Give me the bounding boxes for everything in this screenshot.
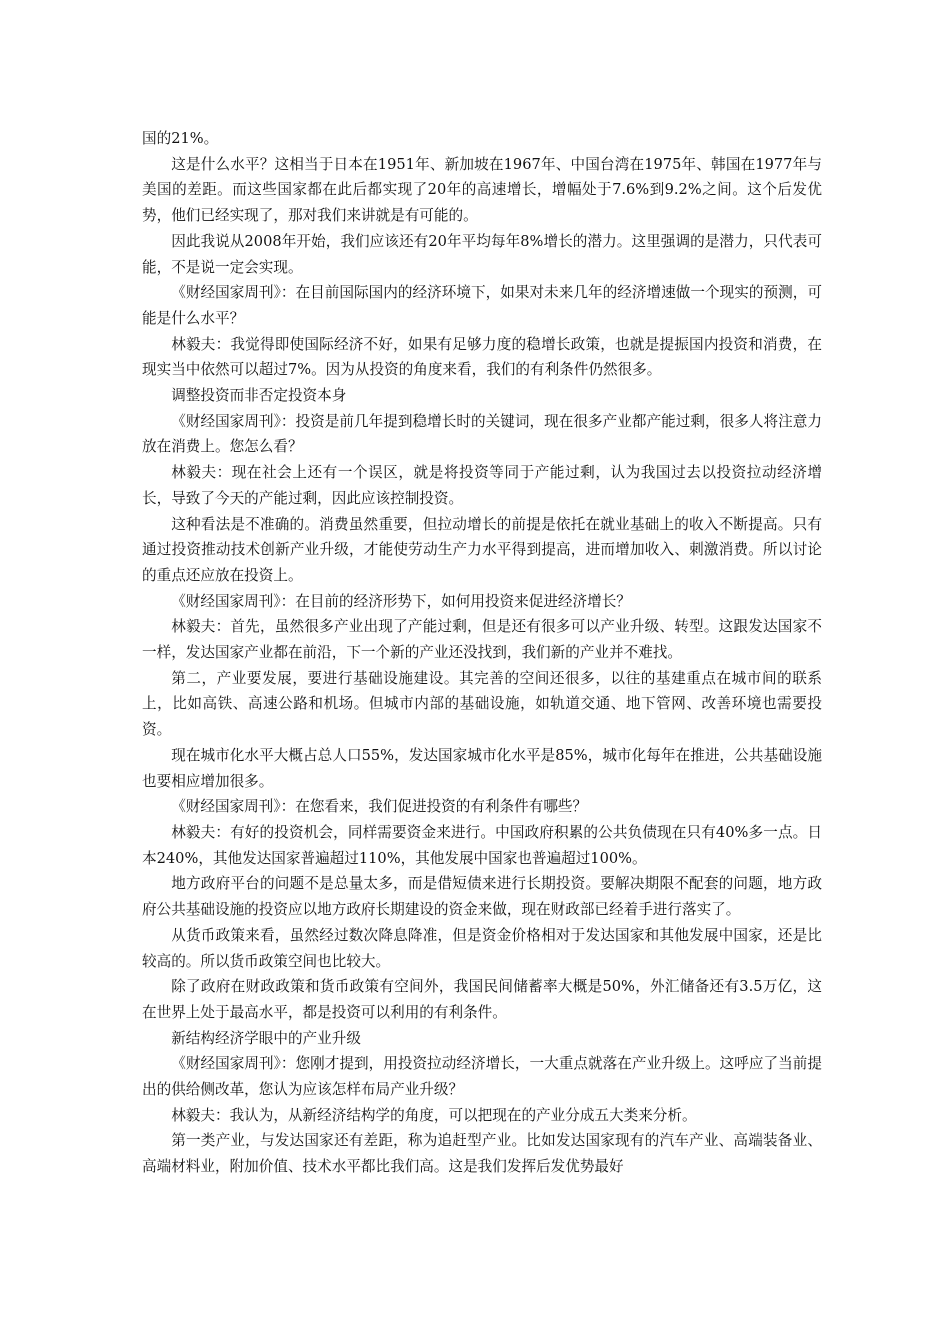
- paragraph: 林毅夫：我觉得即使国际经济不好，如果有足够力度的稳增长政策，也就是提振国内投资和消费，在现实当中依然可以超过7%。因为从投资的角度来看，我们的有利条件仍然很多。: [142, 335, 822, 379]
- section-heading: 新结构经济学眼中的产业升级: [171, 1029, 361, 1047]
- paragraph: 这是什么水平？这相当于日本在1951年、新加坡在1967年、中国台湾在1975年、韩国在1977年与美国的差距。而这些国家都在此后都实现了20年的高速增长，增幅处于7.6%到9.2%之间。这个后发优势，他们已经实现了，那对我们来讲就是有可能的。: [142, 155, 822, 225]
- paragraph: 因此我说从2008年开始，我们应该还有20年平均每年8%增长的潜力。这里强调的是潜力，只代表可能，不是说一定会实现。: [142, 232, 822, 276]
- paragraph: 林毅夫：有好的投资机会，同样需要资金来进行。中国政府积累的公共负债现在只有40%多一点。日本240%，其他发达国家普遍超过110%，其他发展中国家也普遍超过100%。: [142, 823, 822, 867]
- paragraph: 第一类产业，与发达国家还有差距，称为追赶型产业。比如发达国家现有的汽车产业、高端装备业、高端材料业，附加价值、技术水平都比我们高。这是我们发挥后发优势最好: [142, 1132, 822, 1176]
- paragraph: 地方政府平台的问题不是总量太多，而是借短债来进行长期投资。要解决期限不配套的问题，地方政府公共基础设施的投资应以地方政府长期建设的资金来做，现在财政部已经着手进行落实了。: [142, 875, 822, 919]
- section-heading: 调整投资而非否定投资本身: [171, 387, 347, 405]
- paragraph: 《财经国家周刊》：在目前的经济形势下，如何用投资来促进经济增长？: [171, 592, 631, 610]
- paragraph: 《财经国家周刊》：您刚才提到，用投资拉动经济增长，一大重点就落在产业升级上。这呼应了当前提出的供给侧改革，您认为应该怎样布局产业升级？: [142, 1055, 822, 1099]
- paragraph: 《财经国家周刊》：在您看来，我们促进投资的有利条件有哪些？: [171, 798, 588, 816]
- paragraph: 除了政府在财政政策和货币政策有空间外，我国民间储蓄率大概是50%，外汇储备还有3.5万亿，这在世界上处于最高水平，都是投资可以利用的有利条件。: [142, 978, 822, 1021]
- paragraph: 林毅夫：现在社会上还有一个误区，就是将投资等同于产能过剩，认为我国过去以投资拉动经济增长，导致了今天的产能过剩，因此应该控制投资。: [142, 464, 822, 507]
- paragraph: 林毅夫：我认为，从新经济结构学的角度，可以把现在的产业分成五大类来分析。: [171, 1106, 697, 1124]
- paragraph: 从货币政策来看，虽然经过数次降息降准，但是资金价格相对于发达国家和其他发展中国家，还是比较高的。所以货币政策空间也比较大。: [142, 926, 822, 970]
- paragraph: 《财经国家周刊》：投资是前几年提到稳增长时的关键词，现在很多产业都产能过剩，很多人将注意力放在消费上。您怎么看？: [142, 412, 822, 456]
- paragraph: 现在城市化水平大概占总人口55%，发达国家城市化水平是85%，城市化每年在推进，公共基础设施也要相应增加很多。: [142, 746, 822, 790]
- paragraph: 《财经国家周刊》：在目前国际国内的经济环境下，如果对未来几年的经济增速做一个现实的预测，可能是什么水平？: [142, 284, 822, 327]
- paragraph: 这种看法是不准确的。消费虽然重要，但拉动增长的前提是依托在就业基础上的收入不断提高。只有通过投资推动技术创新产业升级，才能使劳动生产力水平得到提高，进而增加收入、刺激消费。所以讨论的重点还应放在投资上。: [142, 515, 822, 584]
- paragraph: 林毅夫：首先，虽然很多产业出现了产能过剩，但是还有很多可以产业升级、转型。这跟发达国家不一样，发达国家产业都在前沿，下一个新的产业还没找到，我们新的产业并不难找。: [142, 618, 822, 662]
- document-page: [142, 126, 822, 1180]
- paragraph: 第二，产业要发展，要进行基础设施建设。其完善的空间还很多，以往的基建重点在城市间的联系上，比如高铁、高速公路和机场。但城市内部的基础设施，如轨道交通、地下管网、改善环境也需要投资。: [142, 669, 822, 739]
- paragraph: 国的21%。: [142, 130, 219, 147]
